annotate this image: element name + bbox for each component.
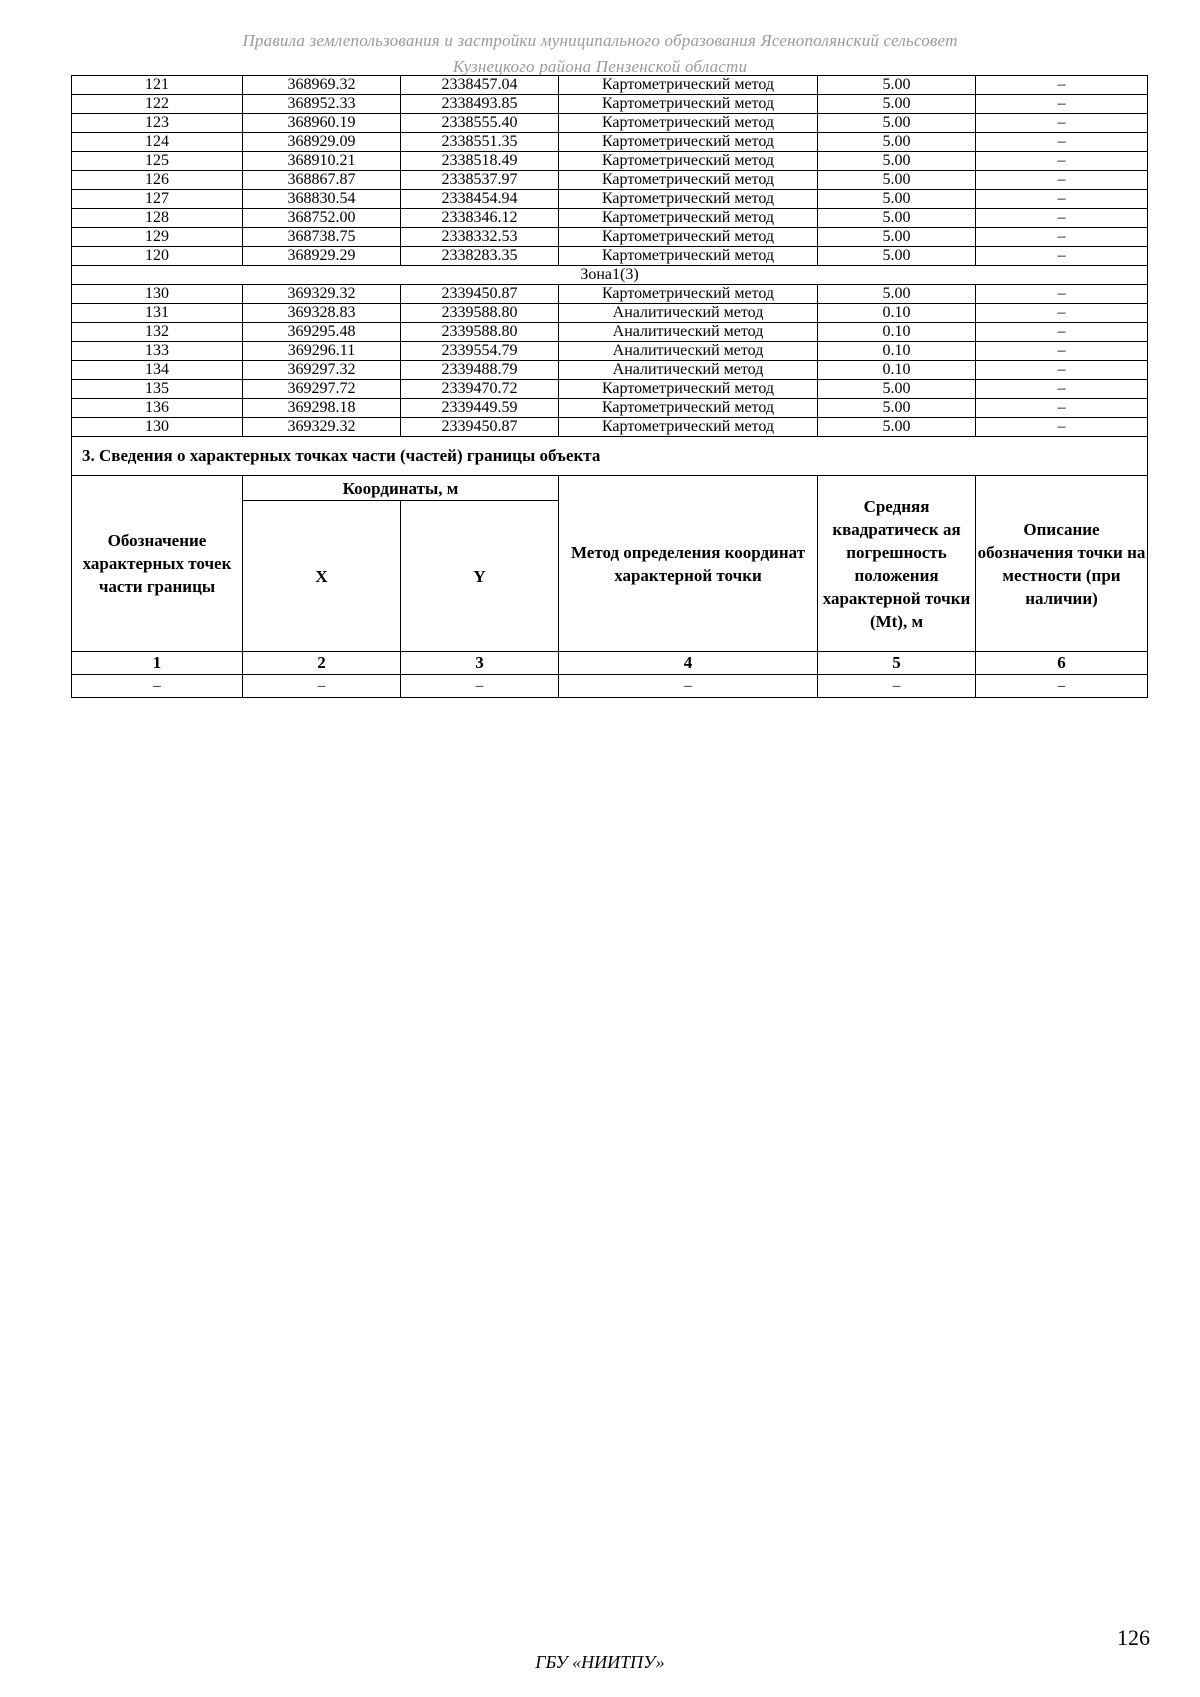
table-row xyxy=(72,133,1148,152)
method-cell: Аналитический метод xyxy=(559,342,818,361)
error-cell: 5.00 xyxy=(818,399,976,418)
zone-label: Зона1(3) xyxy=(72,266,1148,285)
method-cell: Аналитический метод xyxy=(559,361,818,380)
error-cell: 5.00 xyxy=(818,114,976,133)
error-cell: 5.00 xyxy=(818,152,976,171)
method-cell: Картометрический метод xyxy=(559,247,818,266)
table-row xyxy=(72,95,1148,114)
column-numbers-row xyxy=(72,652,1148,675)
point-number-cell: 131 xyxy=(72,304,243,323)
description-cell: – xyxy=(976,209,1148,228)
method-cell: Картометрический метод xyxy=(559,228,818,247)
error-cell: 5.00 xyxy=(818,190,976,209)
document-footer: ГБУ «НИИТПУ» xyxy=(535,1652,665,1672)
description-cell: – xyxy=(976,76,1148,95)
method-cell: Картометрический метод xyxy=(559,285,818,304)
col-x-header: X xyxy=(243,501,401,652)
col-point-header: Обозначение характерных точек части границы xyxy=(72,476,243,652)
column-number: 4 xyxy=(559,652,818,675)
y-coord-cell: 2338551.35 xyxy=(401,133,559,152)
error-cell: 5.00 xyxy=(818,133,976,152)
method-cell: Картометрический метод xyxy=(559,171,818,190)
point-number-cell: 128 xyxy=(72,209,243,228)
description-cell: – xyxy=(976,304,1148,323)
table-row xyxy=(72,361,1148,380)
x-coord-cell: 368738.75 xyxy=(243,228,401,247)
error-cell: 5.00 xyxy=(818,247,976,266)
col-method-header: Метод определения координат характерной точки xyxy=(559,476,818,652)
y-coord-cell: 2338346.12 xyxy=(401,209,559,228)
table-row xyxy=(72,152,1148,171)
description-cell: – xyxy=(976,114,1148,133)
x-coord-cell: 369298.18 xyxy=(243,399,401,418)
y-coord-cell: 2338454.94 xyxy=(401,190,559,209)
table-row xyxy=(72,342,1148,361)
col-y-header: Y xyxy=(401,501,559,652)
empty-cell: – xyxy=(72,675,243,698)
column-number: 1 xyxy=(72,652,243,675)
method-cell: Картометрический метод xyxy=(559,380,818,399)
method-cell: Аналитический метод xyxy=(559,323,818,342)
method-cell: Аналитический метод xyxy=(559,304,818,323)
point-number-cell: 125 xyxy=(72,152,243,171)
error-cell: 5.00 xyxy=(818,209,976,228)
description-cell: – xyxy=(976,228,1148,247)
error-cell: 0.10 xyxy=(818,361,976,380)
empty-cell: – xyxy=(243,675,401,698)
point-number-cell: 123 xyxy=(72,114,243,133)
description-cell: – xyxy=(976,152,1148,171)
point-number-cell: 120 xyxy=(72,247,243,266)
error-cell: 5.00 xyxy=(818,95,976,114)
column-number: 5 xyxy=(818,652,976,675)
table-row xyxy=(72,228,1148,247)
y-coord-cell: 2338537.97 xyxy=(401,171,559,190)
section-3-title-row xyxy=(72,437,1148,476)
y-coord-cell: 2339450.87 xyxy=(401,418,559,437)
description-cell: – xyxy=(976,380,1148,399)
point-number-cell: 129 xyxy=(72,228,243,247)
x-coord-cell: 369295.48 xyxy=(243,323,401,342)
error-cell: 5.00 xyxy=(818,285,976,304)
x-coord-cell: 368960.19 xyxy=(243,114,401,133)
table-row xyxy=(72,209,1148,228)
point-number-cell: 124 xyxy=(72,133,243,152)
y-coord-cell: 2338555.40 xyxy=(401,114,559,133)
method-cell: Картометрический метод xyxy=(559,152,818,171)
table-row xyxy=(72,285,1148,304)
x-coord-cell: 368867.87 xyxy=(243,171,401,190)
description-cell: – xyxy=(976,399,1148,418)
point-number-cell: 130 xyxy=(72,285,243,304)
table-row xyxy=(72,304,1148,323)
header-line-2: Кузнецкого района Пензенской области xyxy=(452,57,748,76)
x-coord-cell: 369329.32 xyxy=(243,285,401,304)
empty-cell: – xyxy=(559,675,818,698)
point-number-cell: 133 xyxy=(72,342,243,361)
method-cell: Картометрический метод xyxy=(559,76,818,95)
y-coord-cell: 2339470.72 xyxy=(401,380,559,399)
coordinates-table xyxy=(71,75,1148,698)
y-coord-cell: 2338493.85 xyxy=(401,95,559,114)
section-3-title: 3. Сведения о характерных точках части (частей) границы объекта xyxy=(72,437,1148,476)
point-number-cell: 121 xyxy=(72,76,243,95)
table-row xyxy=(72,114,1148,133)
x-coord-cell: 368830.54 xyxy=(243,190,401,209)
table-row xyxy=(72,190,1148,209)
section-3-header-row-1 xyxy=(72,476,1148,501)
page-number: 126 xyxy=(1117,1625,1150,1650)
x-coord-cell: 369297.32 xyxy=(243,361,401,380)
description-cell: – xyxy=(976,342,1148,361)
point-number-cell: 122 xyxy=(72,95,243,114)
x-coord-cell: 368929.29 xyxy=(243,247,401,266)
table-row xyxy=(72,247,1148,266)
x-coord-cell: 368910.21 xyxy=(243,152,401,171)
method-cell: Картометрический метод xyxy=(559,133,818,152)
col-desc-header: Описание обозначения точки на местности (при наличии) xyxy=(976,476,1148,652)
y-coord-cell: 2339488.79 xyxy=(401,361,559,380)
error-cell: 5.00 xyxy=(818,228,976,247)
description-cell: – xyxy=(976,171,1148,190)
point-number-cell: 136 xyxy=(72,399,243,418)
error-cell: 0.10 xyxy=(818,323,976,342)
table-row xyxy=(72,171,1148,190)
zone-row xyxy=(72,266,1148,285)
method-cell: Картометрический метод xyxy=(559,190,818,209)
y-coord-cell: 2339588.80 xyxy=(401,323,559,342)
empty-cell: – xyxy=(401,675,559,698)
column-number: 6 xyxy=(976,652,1148,675)
y-coord-cell: 2338283.35 xyxy=(401,247,559,266)
description-cell: – xyxy=(976,133,1148,152)
error-cell: 5.00 xyxy=(818,171,976,190)
x-coord-cell: 369328.83 xyxy=(243,304,401,323)
error-cell: 5.00 xyxy=(818,418,976,437)
x-coord-cell: 368752.00 xyxy=(243,209,401,228)
x-coord-cell: 368969.32 xyxy=(243,76,401,95)
description-cell: – xyxy=(976,247,1148,266)
empty-cell: – xyxy=(976,675,1148,698)
x-coord-cell: 369329.32 xyxy=(243,418,401,437)
x-coord-cell: 368952.33 xyxy=(243,95,401,114)
method-cell: Картометрический метод xyxy=(559,399,818,418)
description-cell: – xyxy=(976,323,1148,342)
description-cell: – xyxy=(976,361,1148,380)
y-coord-cell: 2338332.53 xyxy=(401,228,559,247)
error-cell: 5.00 xyxy=(818,76,976,95)
table-row xyxy=(72,380,1148,399)
description-cell: – xyxy=(976,285,1148,304)
description-cell: – xyxy=(976,95,1148,114)
error-cell: 0.10 xyxy=(818,304,976,323)
method-cell: Картометрический метод xyxy=(559,95,818,114)
y-coord-cell: 2339450.87 xyxy=(401,285,559,304)
point-number-cell: 127 xyxy=(72,190,243,209)
x-coord-cell: 369296.11 xyxy=(243,342,401,361)
y-coord-cell: 2339588.80 xyxy=(401,304,559,323)
table-row xyxy=(72,418,1148,437)
method-cell: Картометрический метод xyxy=(559,418,818,437)
point-number-cell: 135 xyxy=(72,380,243,399)
column-number: 3 xyxy=(401,652,559,675)
error-cell: 5.00 xyxy=(818,380,976,399)
y-coord-cell: 2338457.04 xyxy=(401,76,559,95)
table-row xyxy=(72,399,1148,418)
table-row xyxy=(72,76,1148,95)
document-header xyxy=(0,28,1200,80)
y-coord-cell: 2339449.59 xyxy=(401,399,559,418)
error-cell: 0.10 xyxy=(818,342,976,361)
col-error-header: Средняя квадратическ ая погрешность положения характерной точки (Mt), м xyxy=(818,476,976,652)
method-cell: Картометрический метод xyxy=(559,114,818,133)
empty-data-row xyxy=(72,675,1148,698)
point-number-cell: 126 xyxy=(72,171,243,190)
point-number-cell: 132 xyxy=(72,323,243,342)
empty-cell: – xyxy=(818,675,976,698)
point-number-cell: 130 xyxy=(72,418,243,437)
description-cell: – xyxy=(976,190,1148,209)
point-number-cell: 134 xyxy=(72,361,243,380)
x-coord-cell: 368929.09 xyxy=(243,133,401,152)
y-coord-cell: 2339554.79 xyxy=(401,342,559,361)
description-cell: – xyxy=(976,418,1148,437)
y-coord-cell: 2338518.49 xyxy=(401,152,559,171)
method-cell: Картометрический метод xyxy=(559,209,818,228)
table-row xyxy=(72,323,1148,342)
x-coord-cell: 369297.72 xyxy=(243,380,401,399)
col-coords-header: Координаты, м xyxy=(243,476,559,501)
column-number: 2 xyxy=(243,652,401,675)
header-line-1: Правила землепользования и застройки муниципального образования Ясенополянский сельсовет xyxy=(242,31,958,50)
